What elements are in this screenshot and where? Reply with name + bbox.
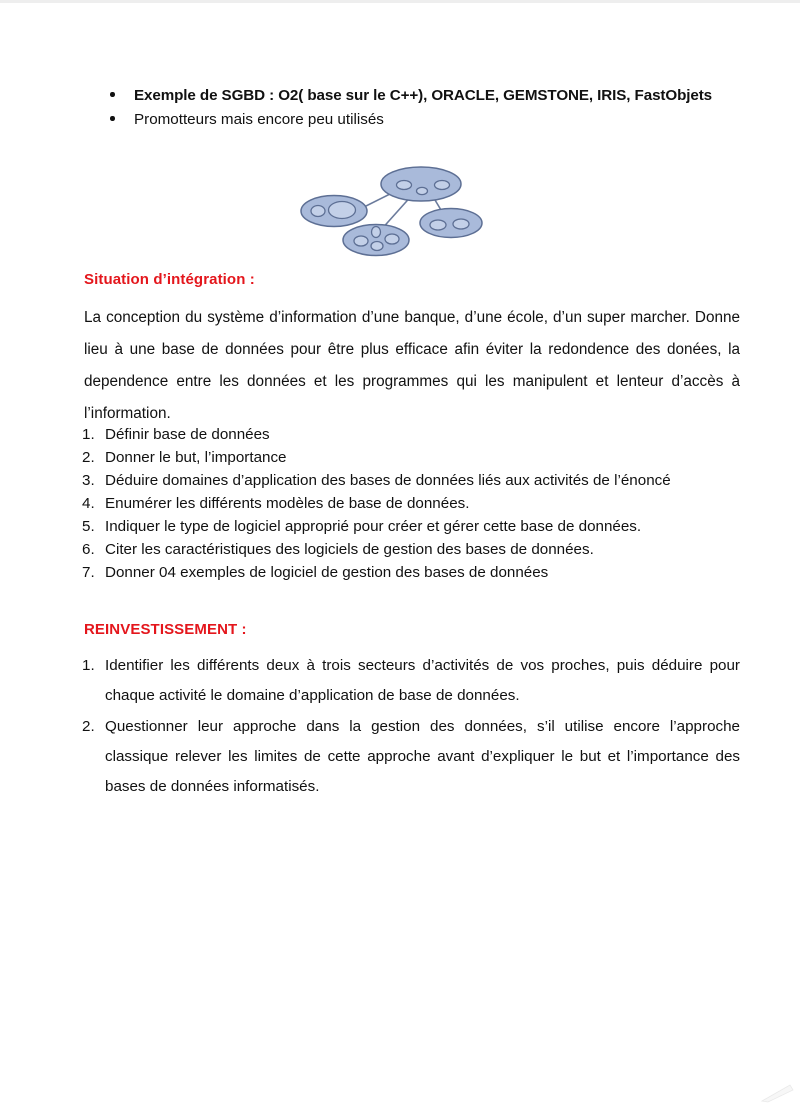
list-item (82, 447, 742, 470)
list-item-number: 2. (82, 449, 95, 466)
reinvestissement-numbered-list (82, 651, 740, 803)
list-item-number: 1. (82, 426, 95, 443)
object-database-network-diagram (296, 160, 506, 258)
section-heading-situation: Situation d’intégration : (84, 271, 255, 288)
list-item-text: Donner 04 exemples de logiciel de gestion des bases de données (105, 564, 549, 581)
list-item-number: 7. (82, 564, 95, 581)
intro-bullet-list (108, 84, 748, 132)
list-item-text: Déduire domaines d’application des bases de données liés aux activités de l’énoncé (105, 472, 671, 489)
list-item-text: Donner le but, l’importance (105, 449, 287, 466)
list-item-text: Enumérer les différents modèles de base de données. (105, 495, 470, 512)
list-item-number: 3. (82, 472, 95, 489)
list-item (82, 539, 742, 562)
section-heading-reinvestissement: REINVESTISSEMENT : (84, 621, 247, 638)
list-item-text: Identifier les différents deux à trois secteurs d’activités de vos proches, puis déduire pour chaque activité le domaine d’application de base de données. (105, 657, 740, 704)
list-item (108, 108, 748, 131)
list-item (108, 84, 748, 107)
list-item-number: 6. (82, 541, 95, 558)
list-item-text: Questionner leur approche dans la gestion des données, s’il utilise encore l’approche classique relever les limites de cette approche avant d’expliquer le but et l’importance des bases de données informatisés. (105, 718, 740, 795)
list-item-number: 4. (82, 495, 95, 512)
list-item (82, 712, 740, 802)
situation-paragraph: La conception du système d’information d’une banque, d’une école, d’un super marcher. Donne lieu à une base de données pour être plus efficace afin éviter la redondence des donées, la dependence entre les données et les programmes qui les manipulent et lenteur d’accès à l’information. (84, 309, 740, 422)
list-item (82, 424, 742, 447)
list-item (82, 516, 742, 539)
bullet-dot-icon (110, 92, 115, 97)
list-item-text: Citer les caractéristiques des logiciels de gestion des bases de données. (105, 541, 594, 558)
list-item (82, 470, 742, 493)
list-item-text: Indiquer le type de logiciel approprié pour créer et gérer cette base de données. (105, 518, 642, 535)
bullet-dot-icon (110, 116, 115, 121)
page-curl-artifact (760, 1081, 794, 1103)
diagram-node-top (381, 167, 461, 201)
diagram-node-left (301, 196, 367, 227)
list-item-number: 5. (82, 518, 95, 535)
list-item-number: 1. (82, 657, 95, 674)
list-item-text: Définir base de données (105, 426, 270, 443)
list-item (82, 562, 742, 585)
list-item-number: 2. (82, 718, 95, 735)
diagram-node-bottom-center (343, 225, 409, 256)
bullet-text: Promotteurs mais encore peu utilisés (134, 111, 384, 128)
list-item (82, 651, 740, 711)
situation-numbered-list (82, 424, 742, 585)
diagram-node-right (420, 209, 482, 238)
bullet-text: Exemple de SGBD : O2( base sur le C++), ORACLE, GEMSTONE, IRIS, FastObjets (134, 87, 713, 104)
page-top-edge-line (0, 0, 800, 3)
list-item (82, 493, 742, 516)
